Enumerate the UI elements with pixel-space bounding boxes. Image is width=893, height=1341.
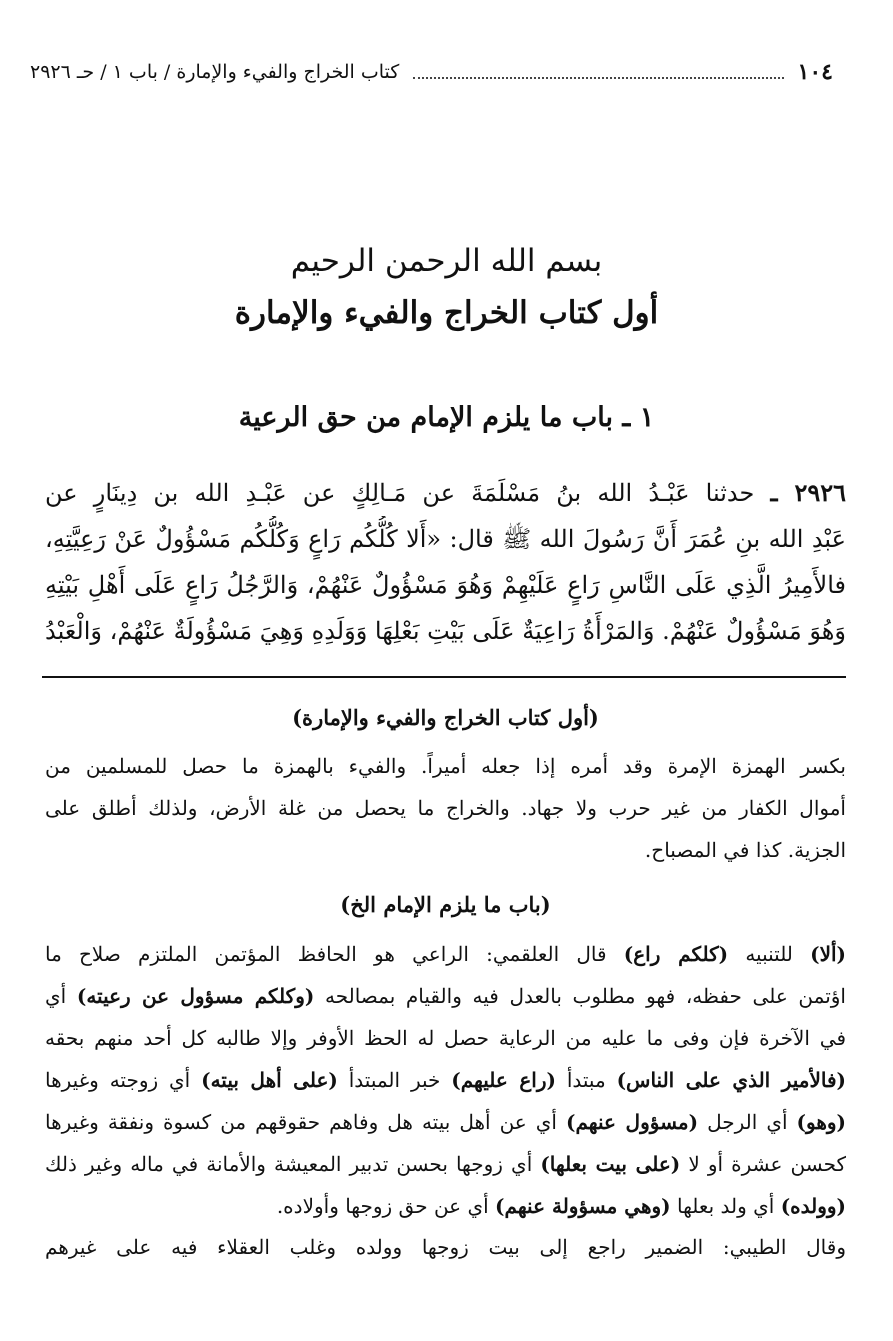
commentary-line	[45, 933, 846, 975]
commentary-paragraph-1	[45, 745, 846, 871]
commentary-heading-2-block	[45, 884, 846, 926]
plain-text: كحسن عشرة أو لا	[680, 1152, 846, 1176]
bold-term: (مسؤول عنهم)	[565, 1110, 699, 1134]
hadith-line	[45, 470, 846, 516]
hadith-text	[45, 470, 846, 654]
commentary-line	[45, 1059, 846, 1101]
running-title: كتاب الخراج والفيء والإمارة / باب ١ / حـ ٢٩٢٦	[30, 61, 400, 83]
plain-text: قال العلقمي: الراعي هو الحافظ المؤتمن الملتزم صلاح ما	[45, 942, 624, 966]
plain-text: أي ولد بعلها	[670, 1194, 781, 1218]
bold-term: (راع عليهم)	[451, 1068, 556, 1092]
commentary-paragraph-3	[45, 1226, 846, 1268]
chapter-number: ١ ـ	[622, 402, 655, 433]
commentary-paragraph-2	[45, 933, 846, 1227]
bold-term: (وهي مسؤولة عنهم)	[495, 1194, 671, 1218]
plain-text: اؤتمن على حفظه، فهو مطلوب بالعدل فيه والقيام بمصالحه	[314, 984, 846, 1008]
commentary-line	[45, 1143, 846, 1185]
basmala: بسم الله الرحمن الرحيم	[290, 243, 603, 279]
hadith-line: وَهُوَ مَسْؤُولٌ عَنْهُمْ. وَالمَرْأَةُ رَاعِيَةٌ عَلَى بَيْتِ بَعْلِهَا وَوَلَدِهِ وَهِيَ مَسْؤُولَةٌ عَنْهُمْ، وَالْعَبْدُ	[45, 617, 846, 645]
plain-text: في الآخرة فإن وفى ما عليه من الرعاية حصل له الحظ الأوفر وإلا طالبه كل أحد منهم بحقه	[45, 1026, 846, 1050]
commentary-heading-1: (أول كتاب الخراج والفيء والإمارة)	[292, 705, 599, 730]
bold-term: (وكلكم مسؤول عن رعيته)	[76, 984, 315, 1008]
bold-term: (وهو)	[796, 1110, 846, 1134]
plain-text: أي	[45, 984, 77, 1008]
hadith-line-text: حدثنا عَبْـدُ الله بنُ مَسْلَمَةَ عن مَـالِكٍ عن عَبْـدِ الله بن دِينَارٍ عن	[45, 479, 755, 507]
commentary-line: بكسر الهمزة الإمرة وقد أمره إذا جعله أميراً. والفيء بالهمزة ما حصل للمسلمين من	[45, 754, 846, 778]
chapter-word: باب	[571, 402, 613, 433]
chapter-title: ما يلزم الإمام من حق الرعية	[238, 402, 563, 433]
commentary-line: وقال الطيبي: الضمير راجع إلى بيت زوجها وولده وغلب العقلاء فيه على غيرهم	[45, 1235, 846, 1259]
bold-term: (على أهل بيته)	[201, 1068, 338, 1092]
bold-term: (وولده)	[780, 1194, 846, 1218]
bold-term: (على بيت بعلها)	[540, 1152, 681, 1176]
plain-text: أي عن حق زوجها وأولاده.	[276, 1194, 496, 1218]
plain-text: أي زوجها بحسن تدبير المعيشة والأمانة في ماله وغير ذلك	[45, 1152, 541, 1176]
header-dot-leader	[413, 65, 783, 79]
commentary-line	[45, 975, 846, 1017]
commentary-line	[45, 1017, 846, 1059]
hadith-line: عَبْدِ الله بنِ عُمَرَ أَنَّ رَسُولَ الله ﷺ قال: «أَلا كُلُّكُم رَاعٍ وَكُلُّكُم مَسْؤُولٌ عَنْ رَعِيَّتِهِ،	[45, 525, 846, 553]
hadith-line: فالأَمِيرُ الَّذِي عَلَى النَّاسِ رَاعٍ عَلَيْهِمْ وَهُوَ مَسْؤُولٌ عَنْهُمْ، وَالرَّجُلُ رَاعٍ عَلَى أَهْلِ بَيْتِهِ	[45, 571, 846, 599]
commentary-heading-2: (باب ما يلزم الإمام الخ)	[340, 892, 551, 917]
commentary-line	[45, 1101, 846, 1143]
bold-term: (فالأمير الذي على الناس)	[616, 1068, 846, 1092]
commentary-line: أموال الكفار من غير حرب ولا جهاد. والخراج ما يحصل من غلة الأرض، ولذلك أطلق على	[45, 796, 846, 820]
page-number: ١٠٤	[797, 59, 833, 85]
plain-text: أي زوجته وغيرها	[45, 1068, 202, 1092]
footnote-divider	[42, 676, 846, 678]
chapter-heading	[0, 402, 893, 433]
plain-text: خبر المبتدأ	[337, 1068, 452, 1092]
commentary-line: الجزية. كذا في المصباح.	[644, 838, 846, 862]
bold-term: (ألا)	[810, 942, 846, 966]
commentary-heading-1-block	[45, 697, 846, 739]
plain-text: أي الرجل	[698, 1110, 797, 1134]
commentary-line	[45, 1185, 846, 1227]
book-title: أول كتاب الخراج والفيء والإمارة	[234, 295, 659, 331]
plain-text: أي عن أهل بيته هل وفاهم حقوقهم من كسوة ونفقة وغيرها	[45, 1110, 566, 1134]
plain-text: مبتدأ	[555, 1068, 617, 1092]
bold-term: (كلكم راع)	[623, 942, 729, 966]
page-header	[30, 52, 833, 92]
plain-text: للتنبيه	[728, 942, 811, 966]
hadith-number: ٢٩٢٦ ـ	[770, 478, 846, 507]
